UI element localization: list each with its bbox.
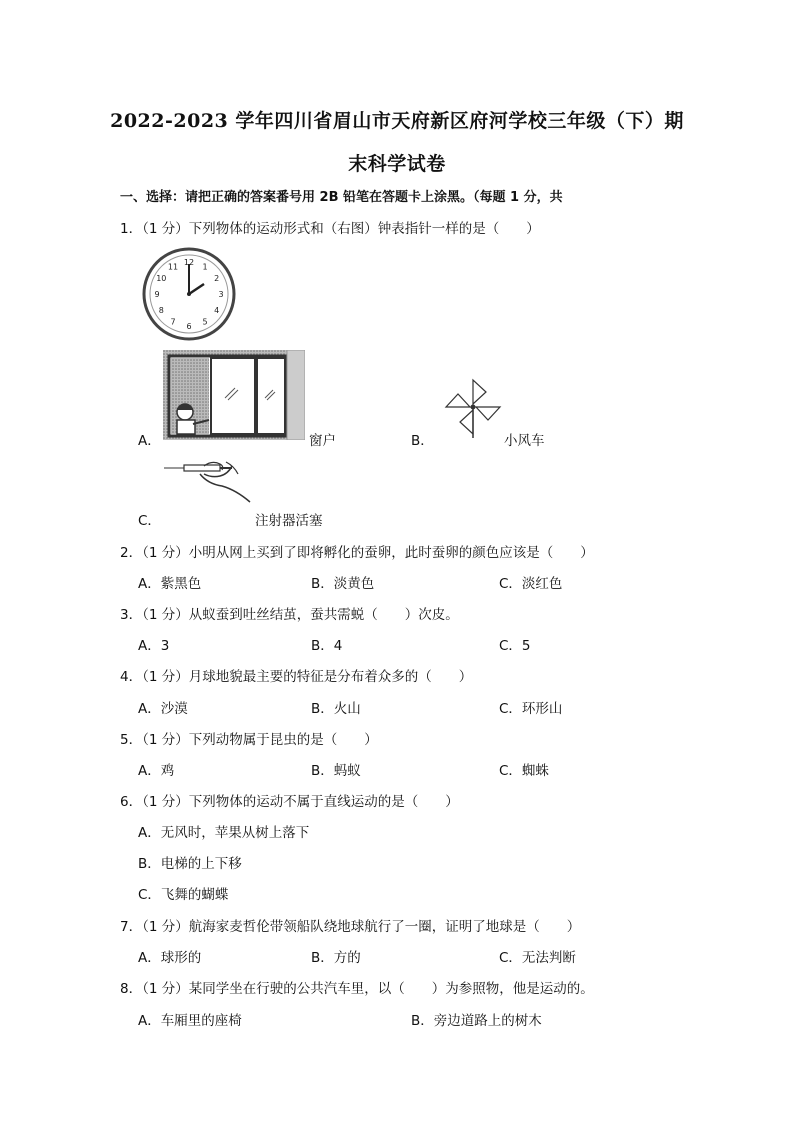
question-2-stem: 2．（1 分）小明从网上买到了即将孵化的蚕卵，此时蚕卵的颜色应该是（ ） bbox=[120, 545, 594, 561]
clock-numeral: 10 bbox=[156, 274, 167, 283]
question-8-stem: 8．（1 分）某同学坐在行驶的公共汽车里，以（ ）为参照物，他是运动的。 bbox=[120, 981, 594, 997]
q6-option-a: A．无风时，苹果从树上落下 bbox=[138, 825, 310, 841]
clock-numeral: 7 bbox=[170, 317, 176, 327]
exam-title-line1: 2022-2023 学年四川省眉山市天府新区府河学校三年级（下）期 bbox=[110, 110, 684, 132]
q2-option-c: C．淡红色 bbox=[499, 576, 563, 592]
question-7-stem: 7．（1 分）航海家麦哲伦带领船队绕地球航行了一圈，证明了地球是（ ） bbox=[120, 919, 581, 935]
window-figure bbox=[163, 350, 305, 440]
clock-numeral: 8 bbox=[158, 306, 164, 315]
syringe-figure bbox=[160, 460, 254, 506]
q5-option-a: A．鸡 bbox=[138, 763, 175, 779]
q1-option-a-letter: A． bbox=[138, 433, 161, 449]
syringe-barrel bbox=[184, 465, 220, 471]
clock-numeral: 5 bbox=[202, 317, 208, 327]
question-5-stem: 5．（1 分）下列动物属于昆虫的是（ ） bbox=[120, 732, 378, 748]
q2-option-a: A．紫黑色 bbox=[138, 576, 202, 592]
hand-outline bbox=[200, 474, 250, 502]
q5-option-c: C．蜘蛛 bbox=[499, 763, 549, 779]
q4-option-b: B．火山 bbox=[311, 701, 361, 717]
q3-option-c: C．5 bbox=[499, 638, 531, 654]
q7-option-b: B．方的 bbox=[311, 950, 361, 966]
clock-figure bbox=[140, 246, 238, 342]
q3-option-b: B．4 bbox=[311, 638, 343, 654]
q1-option-c-text: 注射器活塞 bbox=[255, 513, 323, 529]
q1-option-b-letter: B． bbox=[411, 433, 434, 449]
q7-option-a: A．球形的 bbox=[138, 950, 202, 966]
window-side-frame bbox=[287, 350, 305, 440]
clock-numeral: 12 bbox=[183, 258, 195, 267]
q3-option-a: A．3 bbox=[138, 638, 170, 654]
q1-option-c-letter: C． bbox=[138, 513, 161, 529]
clock-numeral: 2 bbox=[214, 274, 220, 283]
q1-option-b-text: 小风车 bbox=[504, 433, 545, 449]
exam-title-line2: 末科学试卷 bbox=[348, 153, 446, 175]
clock-numeral: 3 bbox=[218, 290, 224, 299]
section-heading: 一、选择：请把正确的答案番号用 2B 铅笔在答题卡上涂黑。（每题 1 分，共 bbox=[120, 190, 563, 205]
question-6-stem: 6．（1 分）下列物体的运动不属于直线运动的是（ ） bbox=[120, 794, 459, 810]
q7-option-c: C．无法判断 bbox=[499, 950, 576, 966]
q5-option-b: B．蚂蚁 bbox=[311, 763, 361, 779]
q4-option-a: A．沙漠 bbox=[138, 701, 188, 717]
q4-option-c: C．环形山 bbox=[499, 701, 563, 717]
clock-numeral: 6 bbox=[186, 322, 192, 331]
window-pane-1 bbox=[211, 358, 255, 434]
question-3-stem: 3．（1 分）从蚁蚕到吐丝结茧，蚕共需蜕（ ）次皮。 bbox=[120, 607, 459, 623]
clock-numeral: 1 bbox=[202, 262, 208, 272]
q1-option-a-text: 窗户 bbox=[309, 433, 336, 449]
q6-option-b: B．电梯的上下移 bbox=[138, 856, 242, 872]
question-4-stem: 4．（1 分）月球地貌最主要的特征是分布着众多的（ ） bbox=[120, 669, 473, 685]
q6-option-c: C．飞舞的蝴蝶 bbox=[138, 887, 229, 903]
clock-numeral: 11 bbox=[167, 262, 179, 272]
q2-option-b: B．淡黄色 bbox=[311, 576, 375, 592]
question-1-stem: 1．（1 分）下列物体的运动形式和（右图）钟表指针一样的是（ ） bbox=[120, 221, 540, 237]
clock-center bbox=[187, 292, 191, 296]
child-body bbox=[177, 420, 195, 434]
q8-option-b: B．旁边道路上的树木 bbox=[411, 1013, 542, 1029]
clock-numeral: 9 bbox=[154, 290, 160, 299]
pinwheel-figure bbox=[442, 376, 504, 438]
clock-hour-hand bbox=[189, 284, 204, 294]
q8-option-a: A．车厢里的座椅 bbox=[138, 1013, 242, 1029]
clock-numeral: 4 bbox=[214, 306, 220, 315]
